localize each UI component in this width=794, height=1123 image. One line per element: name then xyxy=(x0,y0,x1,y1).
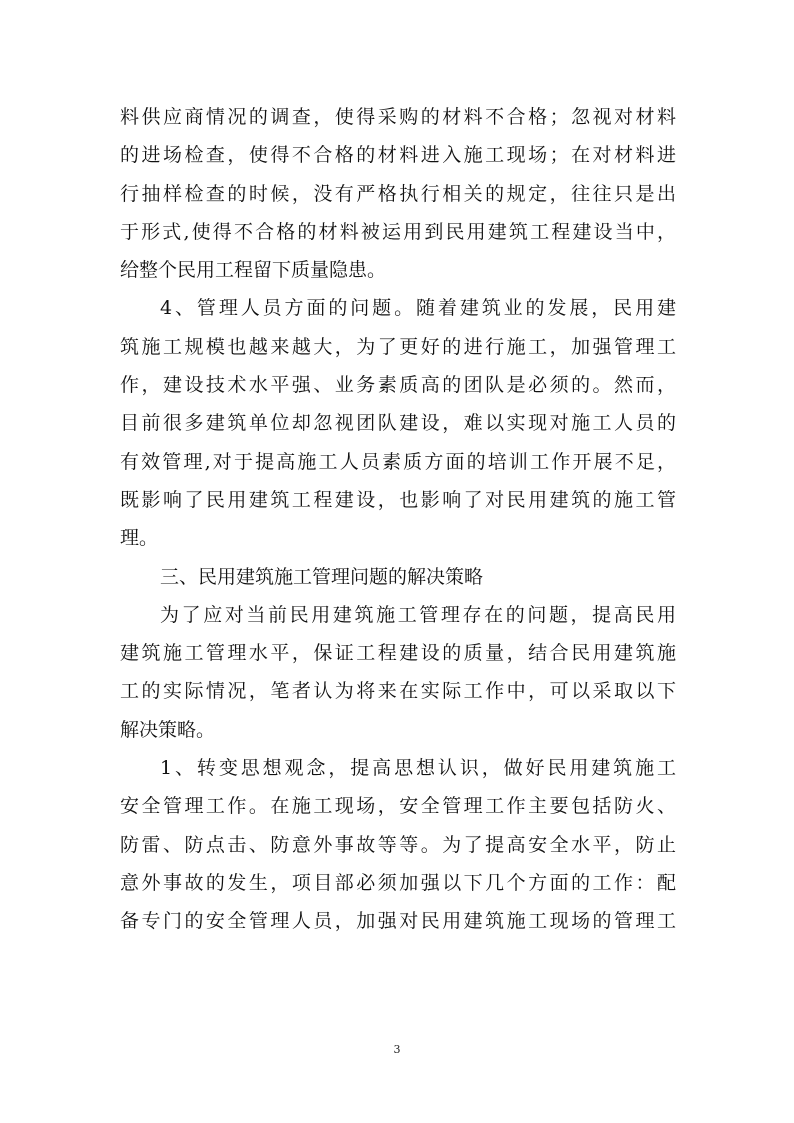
text-line: 的进场检查，使得不合格的材料进入施工现场；在对材料进 xyxy=(120,144,676,167)
text-line: 工的实际情况，笔者认为将来在实际工作中，可以采取以下 xyxy=(120,680,676,703)
body-text xyxy=(120,98,676,941)
text-line: 筑施工规模也越来越大，为了更好的进行施工，加强管理工 xyxy=(120,335,676,358)
text-line: 4、管理人员方面的问题。随着建筑业的发展，民用建 xyxy=(160,297,676,320)
text-line: 料供应商情况的调查，使得采购的材料不合格；忽视对材料 xyxy=(120,106,676,128)
text-line: 行抽样检查的时候，没有严格执行相关的规定，往往只是出 xyxy=(120,182,676,205)
text-line: 有效管理,对于提高施工人员素质方面的培训工作开展不足， xyxy=(120,450,676,473)
text-line: 目前很多建筑单位却忽视团队建设，难以实现对施工人员的 xyxy=(120,412,676,435)
text-line: 三、民用建筑施工管理问题的解决策略 xyxy=(160,565,484,588)
text-line: 安全管理工作。在施工现场，安全管理工作主要包括防火、 xyxy=(120,795,676,818)
text-line: 解决策略。 xyxy=(120,718,216,741)
text-line: 1、转变思想观念，提高思想认识，做好民用建筑施工 xyxy=(160,757,676,780)
text-line: 为了应对当前民用建筑施工管理存在的问题，提高民用 xyxy=(160,603,676,626)
text-line: 建筑施工管理水平，保证工程建设的质量，结合民用建筑施 xyxy=(120,642,676,665)
text-line: 给整个民用工程留下质量隐患。 xyxy=(120,259,387,282)
text-line: 理。 xyxy=(120,527,159,550)
text-line: 作，建设技术水平强、业务素质高的团队是必须的。然而， xyxy=(120,374,676,397)
text-line: 意外事故的发生，项目部必须加强以下几个方面的工作：配 xyxy=(120,871,676,894)
text-line: 防雷、防点击、防意外事故等等。为了提高安全水平，防止 xyxy=(120,833,676,856)
page-number: 3 xyxy=(393,1043,401,1056)
text-line: 既影响了民用建筑工程建设，也影响了对民用建筑的施工管 xyxy=(120,488,676,511)
text-line: 备专门的安全管理人员，加强对民用建筑施工现场的管理工 xyxy=(120,910,676,933)
text-line: 于形式,使得不合格的材料被运用到民用建筑工程建设当中， xyxy=(120,220,676,243)
